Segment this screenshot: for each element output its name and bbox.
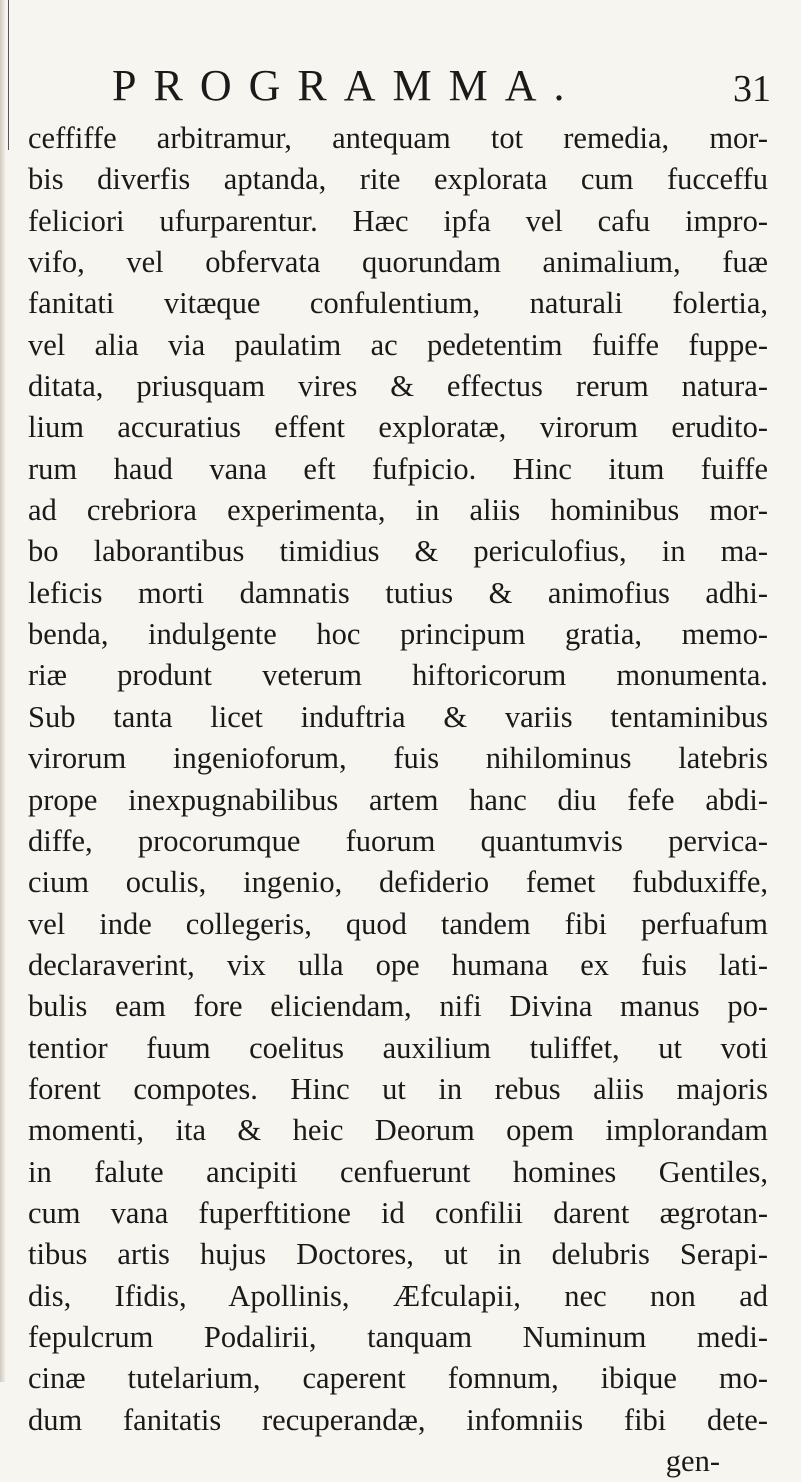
text-line: leficis morti damnatis tutius & animofius adhi- [28,575,768,610]
text-line: bo laborantibus timidius & periculofius, in ma- [28,534,768,569]
text-line: diffe, procorumque fuorum quantumvis pervica- [28,823,768,858]
text-line: benda, indulgente hoc principum gratia, memo- [28,617,768,652]
text-line: vel inde collegeris, quod tandem fibi perfuafum [28,906,768,941]
page-header [0,58,801,118]
text-line: ad crebriora experimenta, in aliis hominibus mor- [28,493,768,528]
page-gutter-shadow [0,0,6,1382]
text-line: tentior fuum coelitus auxilium tuliffet, ut voti [28,1030,768,1065]
page-number: 31 [733,68,771,110]
text-line: prope inexpugnabilibus artem hanc diu fefe abdi- [28,782,768,817]
text-line: tibus artis hujus Doctores, ut in delubris Serapi- [28,1237,768,1272]
text-line: cinæ tutelarium, caperent fomnum, ibique mo- [28,1361,768,1396]
text-line: fanitati vitæque confulentium, naturali folertia, [28,286,768,321]
text-line: virorum ingenioforum, fuis nihilominus latebris [28,741,768,776]
text-line: bis diverfis aptanda, rite explorata cum fucceffu [28,162,768,197]
text-line: riæ produnt veterum hiftoricorum monumenta. [28,658,768,693]
text-line: cium oculis, ingenio, defiderio femet fubduxiffe, [28,865,768,900]
text-line: Sub tanta licet induftria & variis tentaminibus [28,699,768,734]
text-line: feliciori ufurparentur. Hæc ipfa vel cafu impro- [28,203,768,238]
catchword: gen- [665,1444,720,1478]
text-line: vifo, vel obfervata quorundam animalium, fuæ [28,245,768,280]
text-line: in falute ancipiti cenfuerunt homines Gentiles, [28,1154,768,1189]
text-line: dis, Ifidis, Apollinis, Æfculapii, nec non ad [28,1278,768,1313]
body-text [28,118,768,1482]
text-line: ditata, priusquam vires & effectus rerum natura- [28,369,768,404]
text-line: momenti, ita & heic Deorum opem implorandam [28,1113,768,1148]
text-line: vel alia via paulatim ac pedetentim fuiffe fuppe- [28,327,768,362]
text-line: fepulcrum Podalirii, tanquam Numinum medi- [28,1319,768,1354]
text-line: forent compotes. Hinc ut in rebus aliis majoris [28,1071,768,1106]
text-line: declaraverint, vix ulla ope humana ex fuis lati- [28,947,768,982]
text-line: ceffiffe arbitramur, antequam tot remedia, mor- [28,121,768,155]
text-line: lium accuratius effent exploratæ, virorum erudito- [28,410,768,445]
text-line: bulis eam fore eliciendam, nifi Divina manus po- [28,989,768,1024]
text-line: rum haud vana eft fufpicio. Hinc itum fuiffe [28,451,768,486]
text-line: cum vana fuperftitione id confilii darent ægrotan- [28,1195,768,1230]
text-line: dum fanitatis recuperandæ, infomniis fibi dete- [28,1402,768,1437]
running-title: PROGRAMMA. [112,61,582,110]
